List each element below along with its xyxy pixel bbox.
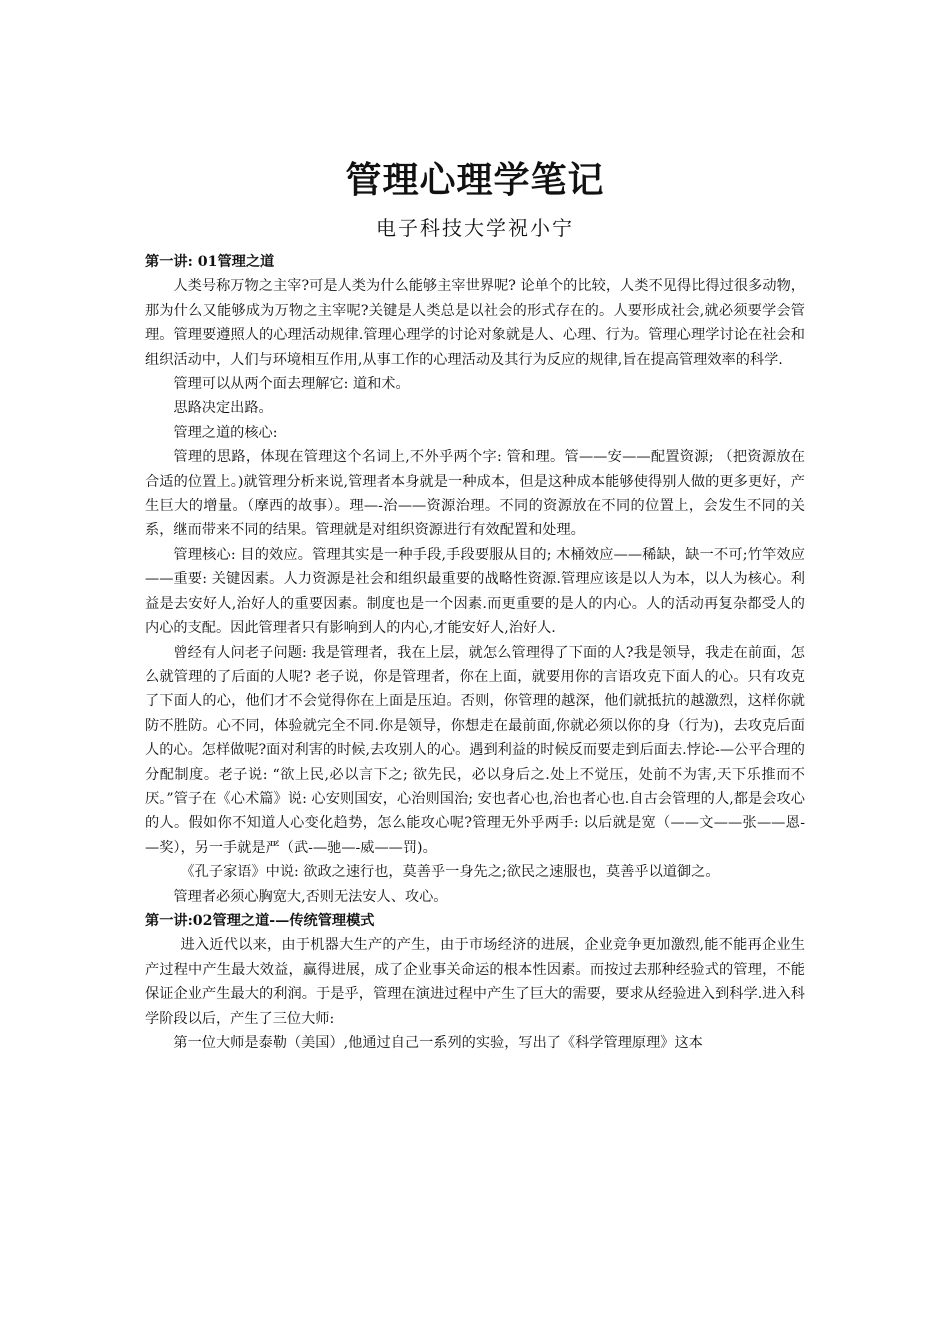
paragraph: 第一位大师是泰勒（美国）,他通过自己一系列的实验，写出了《科学管理原理》这本 [173, 1035, 703, 1051]
paragraph: 曾经有人问老子问题: 我是管理者，我在上层，就怎么管理得了下面的人?我是领导，我走在前面，怎么就管理的了后面的人呢? 老子说，你是管理者，你在上面，就要用你的言语攻克下面人的心。只有攻克了下面人的心，他们才不会觉得你在上面是压迫。否则，你管理的越深，他们就抵抗的越激烈，这样你就防不胜防。心不同，体验就完全不同.你是领导，你想走在最前面,你就必须以你的身（行为)，去攻克后面人的心。怎样做呢?面对利害的时候,去攻别人的心。遇到利益的时候反而要走到后面去.悖论-—公平合理的分配制度。老子说: “欲上民,必以言下之; 欲先民，必以身后之.处上不觉压，处前不为害,天下乐推而不厌。”管子在《心术篇》说: 心安则国安，心治则国治; 安也者心也,治也者心也.自古会管理的人,都是会攻心的人。假如你不知道人心变化趋势，怎么能攻心呢?管理无外乎两手: 以后就是宽（——文——张——恩-—奖），另一手就是严（武-—驰—-威——罚)。 [145, 644, 805, 856]
document-body [145, 250, 805, 1055]
paragraph: 人类号称万物之主宰?可是人类为什么能够主宰世界呢? 论单个的比较，人类不见得比得过很多动物，那为什么又能够成为万物之主宰呢?关键是人类总是以社会的形式存在的。人要形成社会,就必须要学会管理。管理要遵照人的心理活动规律.管理心理学的讨论对象就是人、心理、行为。管理心理学讨论在社会和组织活动中，人们与环境相互作用,从事工作的心理活动及其行为反应的规律,旨在提高管理效率的科学. [145, 278, 805, 368]
paragraph: 管理的思路，体现在管理这个名词上,不外乎两个字: 管和理。管——安——配置资源; （把资源放在合适的位置上。)就管理分析来说,管理者本身就是一种成本，但是这种成本能够使得别人做的更多更好，产生巨大的增量。（摩西的故事）。理—-治——资源治理。不同的资源放在不同的位置上，会发生不同的关系，继而带来不同的结果。管理就是对组织资源进行有效配置和处理。 [145, 449, 805, 539]
paragraph: 《孔子家语》中说: 欲政之速行也，莫善乎一身先之;欲民之速服也，莫善乎以道御之。 [180, 864, 720, 881]
section-heading-1: 第一讲: 01管理之道 [145, 254, 275, 270]
document-title: 管理心理学笔记 [345, 159, 605, 201]
paragraph: 管理者必须心胸宽大,否则无法安人、攻心。 [173, 888, 448, 905]
paragraph: 管理可以从两个面去理解它: 道和术。 [173, 376, 410, 393]
paragraph: 管理之道的核心: [173, 424, 278, 441]
paragraph: 进入近代以来，由于机器大生产的产生，由于市场经济的进展，企业竞争更加激烈,能不能再企业生产过程中产生最大效益，赢得进展，成了企业事关命运的根本性因素。而按过去那种经验式的管理，不能保证企业产生最大的利润。于是乎，管理在演进过程中产生了巨大的需要，要求从经验进入到科学.进入科学阶段以后，产生了三位大师: [145, 937, 805, 1027]
paragraph: 管理核心: 目的效应。管理其实是一种手段,手段要服从目的; 木桶效应——稀缺，缺一不可;竹竿效应——重要: 关键因素。人力资源是社会和组织最重要的战略性资源.管理应该是以人为本，以人为核心。利益是去安好人,治好人的重要因素。制度也是一个因素.而更重要的是人的内心。人的活动再复杂都受人的内心的支配。因此管理者只有影响到人的内心,才能安好人,治好人. [145, 546, 805, 637]
document-subtitle: 电子科技大学祝小宁 [376, 216, 574, 240]
section-heading-2: 第一讲:02管理之道-—传统管理模式 [145, 912, 375, 929]
paragraph: 思路决定出路。 [173, 400, 273, 417]
